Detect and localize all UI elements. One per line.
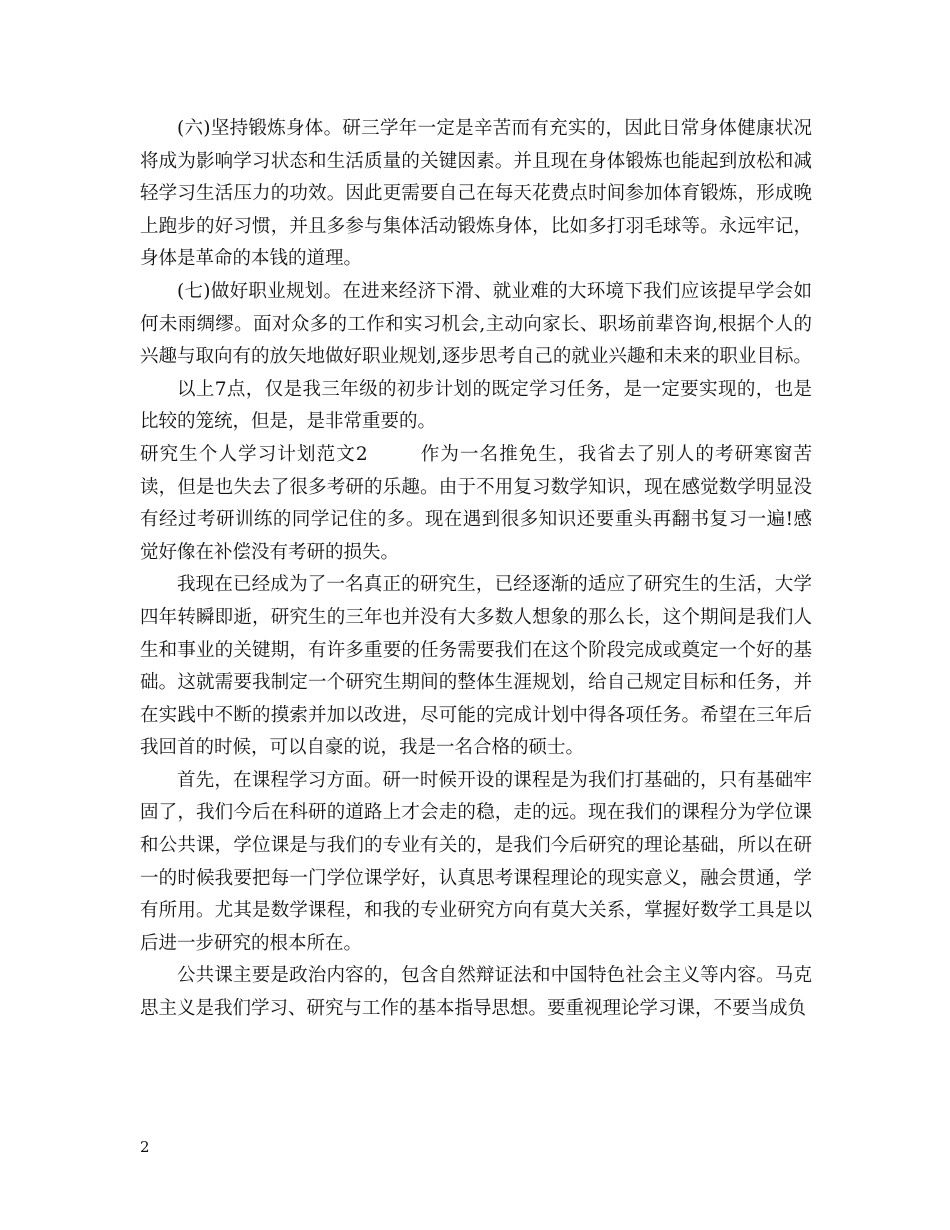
page-number: 2 <box>140 1138 150 1156</box>
section-title: 研究生个人学习计划范文2 <box>140 443 368 465</box>
paragraph-coursework: 首先，在课程学习方面。研一时候开设的课程是为我们打基础的，只有基础牢固了，我们今后在科研的道路上才会走的稳，走的远。现在我们的课程分为学位课和公共课，学位课是与我们的专业有关的，是我们今后研究的理论基础，所以在研一的时候我要把每一门学位课学好，认真思考课程理论的现实意义，融会贯通，学有所用。尤其是数学课程，和我的专业研究方向有莫大关系，掌握好数学工具是以后进一步研究的根本所在。 <box>140 769 812 954</box>
paragraph-graduate-life: 我现在已经成为了一名真正的研究生，已经逐渐的适应了研究生的生活，大学四年转瞬即逝，研究生的三年也并没有大多数人想象的那么长，这个期间是我们人生和事业的关键期，有许多重要的任务需要我们在这个阶段完成或奠定一个好的基础。这就需要我制定一个研究生期间的整体生涯规划，给自己规定目标和任务，并在实践中不断的摸索并加以改进，尽可能的完成计划中得各项任务。希望在三年后我回首的时候，可以自豪的说，我是一名合格的硕士。 <box>140 574 812 759</box>
paragraph-summary: 以上7点，仅是我三年级的初步计划的既定学习任务，是一定要实现的，也是比较的笼统，但是，是非常重要的。 <box>140 378 812 433</box>
paragraph-career-planning: (七)做好职业规划。在进来经济下滑、就业难的大环境下我们应该提早学会如何未雨绸缪。面对众多的工作和实习机会,主动向家长、职场前辈咨询,根据个人的兴趣与取向有的放矢地做好职业规划,逐步思考自己的就业兴趣和未来的职业目标。 <box>140 280 812 368</box>
paragraph-public-courses: 公共课主要是政治内容的，包含自然辩证法和中国特色社会主义等内容。马克思主义是我们学习、研究与工作的基本指导思想。要重视理论学习课，不要当成负 <box>140 965 812 1020</box>
section-heading-paragraph <box>140 439 812 569</box>
section-first-paragraph: 作为一名推免生，我省去了别人的考研寒窗苦读，但是也失去了很多考研的乐趣。由于不用复习数学知识，现在感觉数学明显没有经过考研训练的同学记住的多。现在遇到很多知识还要重头再翻书复习一遍!感觉好像在补偿没有考研的损失。 <box>140 443 812 563</box>
paragraph-exercise: (六)坚持锻炼身体。研三学年一定是辛苦而有充实的，因此日常身体健康状况将成为影响学习状态和生活质量的关键因素。并且现在身体锻炼也能起到放松和减轻学习生活压力的功效。因此更需要自己在每天花费点时间参加体育锻炼，形成晚上跑步的好习惯，并且多参与集体活动锻炼身体，比如多打羽毛球等。永远牢记，身体是革命的本钱的道理。 <box>140 118 812 270</box>
document-body <box>140 113 812 1026</box>
